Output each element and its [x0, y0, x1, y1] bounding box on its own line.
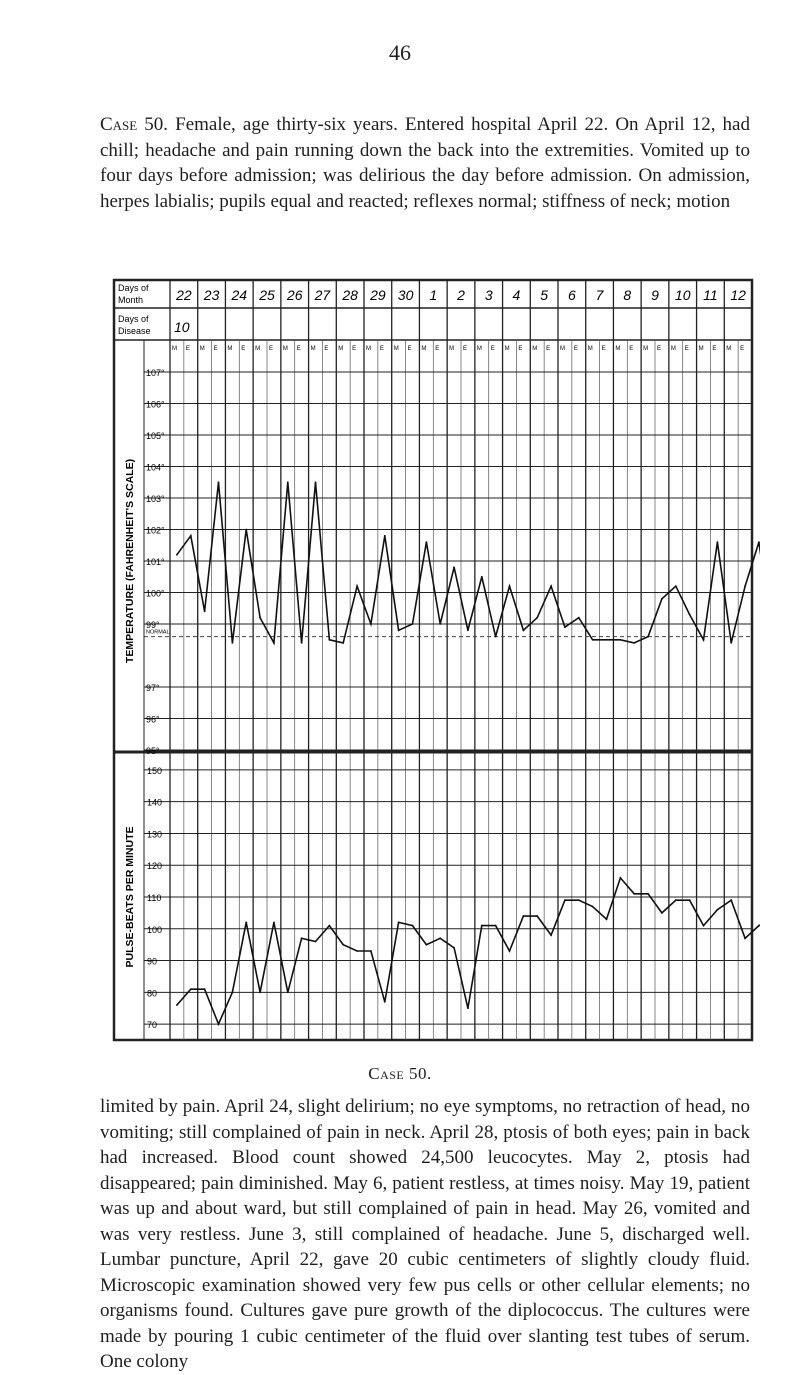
- day-of-month-label: 10: [674, 287, 691, 303]
- evening-mark: E: [379, 346, 384, 352]
- evening-mark: E: [435, 346, 440, 352]
- temperature-tick-label: 105°: [146, 431, 165, 441]
- temperature-line-point: [356, 585, 358, 587]
- temperature-tick-label: 101°: [146, 557, 165, 567]
- evening-mark: E: [573, 346, 578, 352]
- pulse-line-point: [328, 925, 330, 927]
- day-of-month-label: 27: [314, 287, 331, 303]
- pulse-line-point: [204, 988, 206, 990]
- pulse-line-point: [536, 915, 538, 917]
- day-of-month-label: 11: [703, 287, 718, 303]
- temperature-tick-label: 96°: [146, 714, 160, 725]
- temperature-tick-label: 106°: [146, 399, 165, 410]
- temperature-line-point: [398, 629, 400, 631]
- pulse-axis-label: PULSE-BEATS PER MINUTE: [124, 826, 136, 968]
- temperature-line-point: [342, 642, 344, 644]
- pulse-line-point: [439, 937, 441, 939]
- temperature-line-point: [481, 576, 483, 578]
- temperature-line-point: [619, 639, 621, 641]
- pulse-tick-label: 130: [147, 829, 163, 840]
- pulse-line-point: [315, 941, 317, 943]
- pulse-line-point: [425, 944, 427, 946]
- temperature-tick-label: 97°: [146, 683, 160, 693]
- morning-mark: M: [726, 346, 732, 352]
- pulse-line-point: [231, 991, 233, 993]
- temperature-line-point: [564, 626, 566, 628]
- morning-mark: M: [643, 346, 649, 352]
- case-label: Case 50.: [100, 114, 169, 135]
- morning-mark: M: [227, 346, 233, 352]
- pulse-line-point: [218, 1023, 220, 1025]
- pulse-line-point: [633, 893, 635, 895]
- morning-mark: M: [560, 346, 565, 352]
- pulse-tick-label: 90: [147, 956, 158, 967]
- morning-mark: M: [366, 346, 371, 352]
- temperature-tick-label: 99°: [146, 620, 160, 630]
- temperature-tick-label: 104°: [146, 462, 165, 473]
- morning-mark: M: [172, 346, 177, 352]
- temperature-line-point: [606, 639, 608, 641]
- morning-mark: M: [670, 346, 676, 352]
- morning-mark: M: [698, 346, 704, 352]
- pulse-line-point: [592, 906, 594, 908]
- evening-mark: E: [657, 346, 662, 352]
- pulse-line-point: [342, 944, 344, 946]
- evening-mark: E: [241, 346, 246, 352]
- morning-mark: M: [532, 346, 538, 352]
- evening-mark: E: [407, 346, 412, 352]
- morning-mark: M: [393, 346, 399, 352]
- pulse-line-point: [398, 922, 400, 924]
- evening-mark: E: [352, 346, 357, 352]
- temperature-line-point: [730, 642, 732, 644]
- day-of-month-label: 1: [429, 287, 438, 303]
- pulse-tick-label: 150: [147, 765, 163, 776]
- temperature-line-point: [536, 617, 538, 619]
- temperature-line-point: [703, 639, 705, 641]
- temperature-tick-label: 102°: [146, 525, 165, 536]
- temperature-line-point: [384, 535, 386, 537]
- chart-caption: Case 50.: [368, 1064, 432, 1083]
- temperature-line-point: [439, 623, 441, 625]
- temperature-line-point: [467, 629, 469, 631]
- day-of-month-label: 26: [286, 287, 303, 303]
- morning-mark: M: [338, 346, 344, 352]
- opening-paragraph: [100, 112, 750, 214]
- pulse-tick-label: 100: [147, 924, 163, 935]
- pulse-line-point: [190, 988, 192, 990]
- evening-mark: E: [712, 346, 717, 352]
- day-of-month-label: 29: [370, 287, 386, 303]
- pulse-tick-label: 120: [147, 861, 163, 872]
- temperature-tick-label: 107°: [146, 368, 165, 378]
- temperature-line-point: [453, 566, 455, 568]
- pulse-tick-label: 80: [147, 988, 158, 999]
- pulse-line-point: [661, 912, 663, 914]
- pulse-tick-label: 110: [147, 893, 162, 903]
- pulse-line-point: [619, 877, 621, 879]
- temperature-line-point: [287, 481, 289, 483]
- pulse-line: [177, 878, 760, 1024]
- pulse-line-point: [550, 934, 552, 936]
- pulse-line-point: [356, 950, 358, 952]
- pulse-line-point: [578, 899, 580, 901]
- temperature-line-point: [647, 636, 649, 638]
- morning-mark: M: [587, 346, 593, 352]
- pulse-line-point: [495, 925, 497, 927]
- temperature-line: [177, 482, 760, 643]
- morning-mark: M: [255, 346, 261, 352]
- month-label: Days of: [118, 283, 149, 293]
- pulse-line-point: [703, 925, 705, 927]
- evening-mark: E: [601, 346, 606, 352]
- pulse-tick-label: 70: [147, 1020, 158, 1031]
- evening-mark: E: [629, 346, 634, 352]
- temperature-line-point: [689, 614, 691, 616]
- pulse-line-point: [384, 1001, 386, 1003]
- temperature-line-point: [633, 642, 635, 644]
- evening-mark: E: [269, 346, 274, 352]
- day-of-disease-label: 10: [174, 319, 190, 335]
- temperature-pulse-chart: [112, 278, 760, 1044]
- pulse-line-point: [301, 937, 303, 939]
- evening-mark: E: [490, 346, 495, 352]
- evening-mark: E: [213, 346, 218, 352]
- temperature-line-point: [231, 642, 233, 644]
- temperature-line-point: [495, 636, 497, 638]
- pulse-line-point: [453, 947, 455, 949]
- morning-mark: M: [504, 346, 510, 352]
- pulse-line-point: [606, 918, 608, 920]
- temperature-line-point: [245, 529, 247, 531]
- pulse-line-point: [647, 893, 649, 895]
- evening-mark: E: [185, 346, 190, 352]
- closing-paragraph: limited by pain. April 24, slight delirium; no eye symptoms, no retraction of head, no vomiting; still complained of pain in neck. April 28, ptosis of both eyes; pain in back had increased. Blood count showed 24,500 leucocytes. May 2, ptosis had disappeared; pain diminished. May 6, patient restless, at times noisy. May 19, patient was up and about ward, but still complained of pain in head. May 26, vomited and was very restless. June 3, still complained of headache. June 5, discharged well. Lumbar puncture, April 22, gave 20 cubic centimeters of slightly cloudy fluid. Microscopic examination showed very few pus cells or other cellular elements; no organisms found. Cultures gave pure growth of the diplococcus. The cultures were made by pouring 1 cubic centimeter of the fluid over slanting test tubes of serum. One colony: [100, 1096, 750, 1372]
- evening-mark: E: [546, 346, 551, 352]
- temperature-line-point: [592, 639, 594, 641]
- pulse-line-point: [758, 925, 760, 927]
- day-of-month-label: 5: [540, 287, 549, 303]
- temperature-line-point: [176, 554, 178, 556]
- temperature-line-point: [218, 481, 220, 483]
- day-of-month-label: 28: [342, 287, 358, 303]
- pulse-line-point: [481, 925, 483, 927]
- day-of-month-label: 12: [730, 287, 746, 303]
- temperature-line-point: [550, 585, 552, 587]
- temperature-line-point: [675, 585, 677, 587]
- day-of-month-label: 4: [512, 287, 521, 303]
- pulse-line-point: [716, 909, 718, 911]
- temperature-tick-label: 95°: [146, 746, 160, 756]
- pulse-line-point: [259, 991, 261, 993]
- temperature-line-point: [370, 623, 372, 625]
- pulse-line-point: [273, 922, 275, 924]
- day-of-month-label: 25: [259, 287, 275, 303]
- temperature-line-point: [522, 629, 524, 631]
- evening-mark: E: [684, 346, 689, 352]
- temperature-tick-label: NORMAL: [146, 629, 170, 636]
- month-label: Month: [118, 295, 144, 305]
- evening-mark: E: [296, 346, 301, 352]
- pulse-line-point: [689, 899, 691, 901]
- pulse-line-point: [245, 922, 247, 924]
- pulse-line-point: [564, 899, 566, 901]
- temperature-axis-label: TEMPERATURE (FAHRENHEIT'S SCALE): [124, 458, 136, 664]
- temperature-line-point: [425, 541, 427, 543]
- day-of-month-label: 23: [203, 287, 220, 303]
- pulse-line-point: [675, 899, 677, 901]
- pulse-line-point: [370, 950, 372, 952]
- day-of-month-label: 2: [457, 287, 465, 303]
- morning-mark: M: [421, 346, 427, 352]
- pulse-line-point: [176, 1004, 178, 1006]
- day-of-month-label: 6: [567, 287, 576, 303]
- pulse-line-point: [412, 925, 414, 927]
- morning-mark: M: [476, 346, 482, 352]
- morning-mark: M: [310, 346, 316, 352]
- temperature-line-point: [744, 585, 746, 587]
- temperature-line-point: [273, 642, 275, 644]
- disease-label: Days of: [118, 314, 149, 324]
- evening-mark: E: [740, 346, 745, 352]
- day-of-month-label: 7: [595, 287, 604, 303]
- pulse-line-point: [509, 950, 511, 952]
- morning-mark: M: [199, 346, 205, 352]
- temperature-line-point: [328, 639, 330, 641]
- evening-mark: E: [324, 346, 329, 352]
- day-of-month-label: 9: [651, 287, 659, 303]
- evening-mark: E: [463, 346, 468, 352]
- pulse-line-point: [730, 899, 732, 901]
- temperature-line-point: [412, 623, 414, 625]
- temperature-line-point: [315, 481, 317, 483]
- temperature-line-point: [204, 611, 206, 613]
- temperature-line-point: [758, 541, 760, 543]
- disease-label: Disease: [118, 326, 151, 336]
- temperature-line-point: [190, 535, 192, 537]
- day-of-month-label: 3: [484, 287, 493, 303]
- morning-mark: M: [282, 346, 288, 352]
- temperature-tick-label: 100°: [146, 588, 165, 599]
- morning-mark: M: [449, 346, 455, 352]
- pulse-line-point: [287, 991, 289, 993]
- temperature-line-point: [578, 617, 580, 619]
- temperature-line-point: [661, 598, 663, 600]
- day-of-month-label: 8: [623, 287, 632, 303]
- pulse-line-point: [467, 1007, 469, 1009]
- pulse-tick-label: 140: [147, 797, 163, 808]
- day-of-month-label: 24: [231, 287, 248, 303]
- day-of-month-label: 22: [176, 287, 192, 303]
- pulse-line-point: [522, 915, 524, 917]
- temperature-line-point: [716, 541, 718, 543]
- temperature-line-point: [301, 642, 303, 644]
- page-number: 46: [389, 40, 411, 65]
- day-of-month-label: 30: [397, 287, 414, 303]
- temperature-tick-label: 103°: [146, 494, 165, 504]
- opening-text: Female, age thirty-six years. Entered hospital April 22. On April 12, had chill; headache and pain running down the back into the extremities. Vomited up to four days before admission; was delirious the day before admission. On admission, herpes labialis; pupils equal and reacted; reflexes normal; stiffness of neck; motion: [100, 114, 750, 212]
- pulse-line-point: [744, 937, 746, 939]
- evening-mark: E: [518, 346, 523, 352]
- temperature-line-point: [509, 585, 511, 587]
- temperature-line-point: [259, 617, 261, 619]
- morning-mark: M: [615, 346, 621, 352]
